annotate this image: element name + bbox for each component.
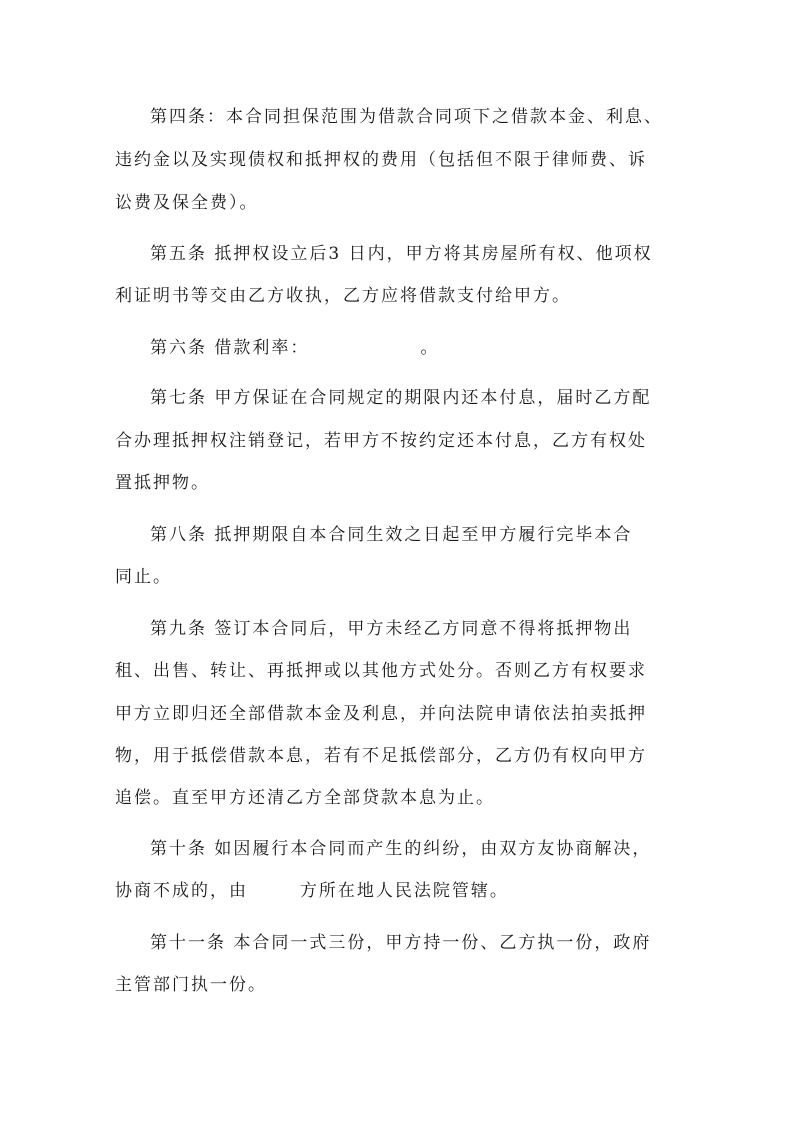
- article-7-line-1: 第七条 甲方保证在合同规定的期限内还本付息，届时乙方配: [150, 388, 652, 408]
- article-6-line-1: 第六条 借款利率： 。: [150, 338, 440, 358]
- article-7-line-2: 合办理抵押权注销登记，若甲方不按约定还本付息，乙方有权处: [115, 431, 647, 451]
- article-9-line-1: 第九条 签订本合同后，甲方未经乙方同意不得将抵押物出: [150, 619, 633, 639]
- article-8-line-1: 第八条 抵押期限自本合同生效之日起至甲方履行完毕本合: [150, 525, 633, 545]
- article-4-line-1: 第四条：本合同担保范围为借款合同项下之借款本金、利息、: [150, 107, 663, 127]
- article-9-line-4: 物，用于抵偿借款本息，若有不足抵偿部分，乙方仍有权向甲方: [115, 746, 647, 766]
- article-10-line-1: 第十条 如因履行本合同而产生的纠纷，由双方友协商解决，: [150, 839, 652, 859]
- article-10-line-2: 协商不成的，由 方所在地人民法院管辖。: [115, 881, 509, 901]
- article-9-line-2: 租、出售、转让、再抵押或以其他方式处分。否则乙方有权要求: [115, 661, 647, 681]
- article-8-line-2: 同止。: [115, 567, 172, 587]
- article-5-line-2: 利证明书等交由乙方收执，乙方应将借款支付给甲方。: [115, 286, 571, 306]
- article-9-line-3: 甲方立即归还全部借款本金及利息，并向法院申请依法拍卖抵押: [115, 704, 647, 724]
- article-11-line-2: 主管部门执一份。: [115, 975, 267, 995]
- article-11-line-1: 第十一条 本合同一式三份，甲方持一份、乙方执一份，政府: [150, 933, 652, 953]
- article-4-line-2: 违约金以及实现债权和抵押权的费用（包括但不限于律师费、诉: [115, 150, 647, 170]
- article-9-line-5: 追偿。直至甲方还清乙方全部贷款本息为止。: [115, 788, 495, 808]
- article-4-line-3: 讼费及保全费）。: [115, 193, 259, 213]
- article-7-line-3: 置抵押物。: [115, 473, 210, 493]
- article-5-line-1: 第五条 抵押权设立后3 日内，甲方将其房屋所有权、他项权: [150, 244, 653, 264]
